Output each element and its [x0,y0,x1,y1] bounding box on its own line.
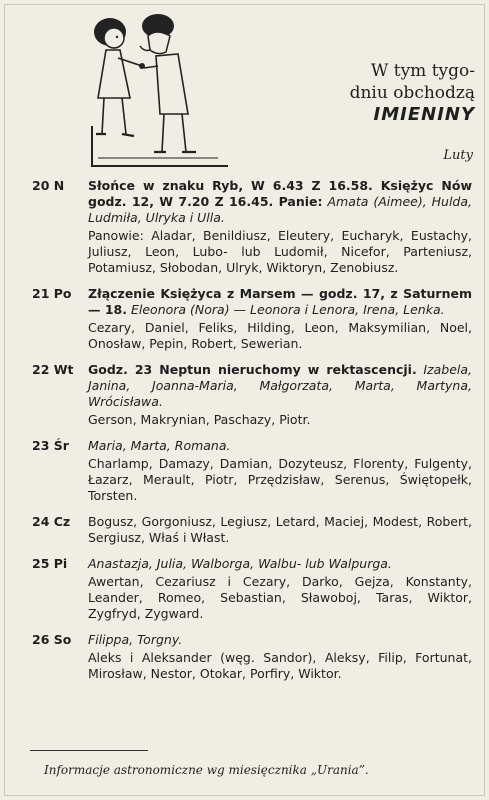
footnote-divider [30,750,148,751]
female-names: Amata (Aimee), Hulda, Ludmiła, Ulryka i Ulla. [88,194,472,225]
day-entry-22 [20,362,472,428]
day-text [88,178,472,226]
day-entry-21 [20,286,472,352]
female-names: Maria, Marta, Romana. [88,438,231,453]
heading-line-2: dniu obchodzą [349,83,475,103]
day-label: 25 Pi [32,556,68,571]
day-entry-20 [20,178,472,276]
female-names: Izabela, Janina, Joanna-Maria, Małgorzata, Marta, Martyna, Wrócisława. [88,362,472,409]
female-names: Eleonora (Nora) — Leonora i Lenora, Irena, Lenka. [130,302,445,317]
heading-title: IMIENINY [373,104,475,125]
day-text [88,438,472,454]
astro-info: Złączenie Księżyca z Marsem — godz. 17, z Saturnem — 18. [88,286,472,317]
day-label: 20 N [32,178,65,193]
day-label: 26 So [32,632,72,647]
male-names: Charlamp, Damazy, Damian, Dozyteusz, Florenty, Fulgenty, Łazarz, Merault, Piotr, Przędzisław, Serenus, Świętopełk, Torsten. [88,456,472,503]
male-names: Aleks i Aleksander (węg. Sandor), Aleksy, Filip, Fortunat, Mirosław, Nestor, Otokar, Porfiry, Wiktor. [88,650,472,681]
day-entry-23 [20,438,472,504]
day-entry-24 [20,514,472,546]
day-label: 22 Wt [32,362,74,377]
male-names: Awertan, Cezariusz i Cezary, Darko, Gejza, Konstanty, Leander, Romeo, Sebastian, Sławoboj, Taras, Wiktor, Zygfryd, Zygward. [88,574,472,621]
male-names: Panowie: Aladar, Benildiusz, Eleutery, Eucharyk, Eustachy, Juliusz, Leon, Lubo- lub Ludomił, Nicefor, Parteniusz, Potamiusz, Słobodan, Ulryk, Wiktoryn, Zenobiusz. [88,228,472,275]
day-text [88,556,472,572]
heading-line-1: W tym tygo- [370,61,475,81]
month-label: Luty [443,148,473,163]
day-label: 23 Śr [32,438,69,453]
day-label: 21 Po [32,286,72,301]
footnote: Informacje astronomiczne wg miesięcznika „Urania”. [44,763,369,777]
day-text [88,286,472,318]
male-names: Gerson, Makrynian, Paschazy, Piotr. [88,412,311,427]
imieniny-heading [350,60,475,126]
day-entry-26 [20,632,472,682]
day-text [88,632,472,648]
male-names: Bogusz, Gorgoniusz, Legiusz, Letard, Maciej, Modest, Robert, Sergiusz, Właś i Włast. [88,514,472,545]
couple-illustration [78,6,243,174]
day-list [20,178,472,692]
astro-info: Słońce w znaku Ryb, W 6.43 Z 16.58. Księżyc Nów godz. 12, W 7.20 Z 16.45. Panie: [88,178,472,209]
male-names: Cezary, Daniel, Feliks, Hilding, Leon, Maksymilian, Noel, Onosław, Pepin, Robert, Sewerian. [88,320,472,351]
day-label: 24 Cz [32,514,71,529]
female-names: Anastazja, Julia, Walborga, Walbu- lub Walpurga. [88,556,392,571]
day-text [88,362,472,410]
astro-info: Godz. 23 Neptun nieruchomy w rektascencji. [88,362,417,377]
female-names: Filippa, Torgny. [88,632,183,647]
day-entry-25 [20,556,472,622]
